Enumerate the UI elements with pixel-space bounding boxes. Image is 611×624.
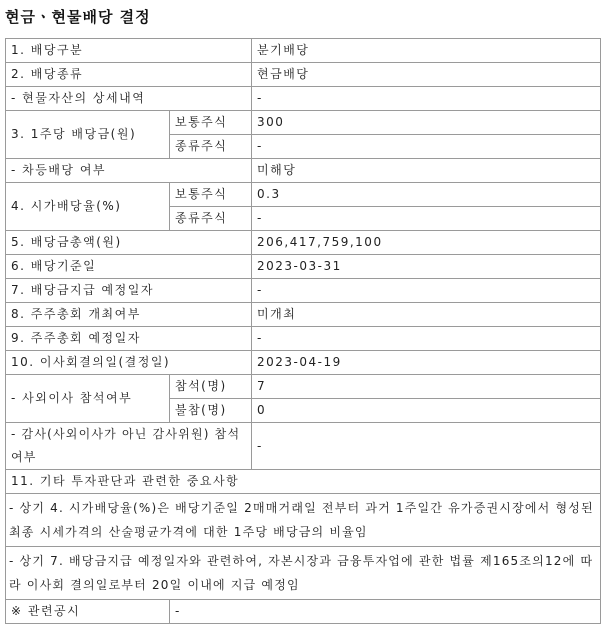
row-label: 11. 기타 투자판단과 관련한 중요사항 [6, 470, 601, 494]
row-label: - 차등배당 여부 [6, 159, 252, 183]
table-row [6, 494, 601, 547]
row-label: 7. 배당금지급 예정일자 [6, 279, 252, 303]
table-row [6, 87, 601, 111]
row-value: - [252, 423, 601, 470]
row-label: - 사외이사 참석여부 [6, 375, 170, 423]
table-row [6, 375, 601, 399]
table-row [6, 183, 601, 207]
row-sublabel: 참석(명) [170, 375, 252, 399]
table-row [6, 231, 601, 255]
table-row [6, 279, 601, 303]
row-value: - [252, 279, 601, 303]
table-row [6, 159, 601, 183]
row-value: - [252, 135, 601, 159]
table-row [6, 547, 601, 600]
table-row [6, 470, 601, 494]
row-sublabel: 불참(명) [170, 399, 252, 423]
row-value: 0 [252, 399, 601, 423]
row-value: 7 [252, 375, 601, 399]
row-value: - [170, 600, 601, 624]
row-label: 3. 1주당 배당금(원) [6, 111, 170, 159]
row-value: 2023-03-31 [252, 255, 601, 279]
disclosure-table [5, 38, 601, 624]
row-value: - [252, 327, 601, 351]
row-label: - 감사(사외이사가 아닌 감사위원) 참석여부 [6, 423, 252, 470]
row-value: 미개최 [252, 303, 601, 327]
row-label: 8. 주주총회 개최여부 [6, 303, 252, 327]
table-row [6, 63, 601, 87]
row-label: 4. 시가배당율(%) [6, 183, 170, 231]
table-row [6, 255, 601, 279]
row-value: 206,417,759,100 [252, 231, 601, 255]
table-row [6, 351, 601, 375]
row-value: 2023-04-19 [252, 351, 601, 375]
table-row [6, 327, 601, 351]
row-value: - [252, 207, 601, 231]
row-value: 0.3 [252, 183, 601, 207]
row-value: 현금배당 [252, 63, 601, 87]
table-row [6, 423, 601, 470]
table-row [6, 39, 601, 63]
row-label: 2. 배당종류 [6, 63, 252, 87]
row-value: 분기배당 [252, 39, 601, 63]
row-label: 5. 배당금총액(원) [6, 231, 252, 255]
row-label: - 현물자산의 상세내역 [6, 87, 252, 111]
row-value: 미해당 [252, 159, 601, 183]
row-sublabel: 종류주식 [170, 135, 252, 159]
row-value: - [252, 87, 601, 111]
row-label: ※ 관련공시 [6, 600, 170, 624]
row-label: 6. 배당기준일 [6, 255, 252, 279]
row-value: 300 [252, 111, 601, 135]
row-sublabel: 보통주식 [170, 183, 252, 207]
note-text: - 상기 4. 시가배당율(%)은 배당기준일 2매매거래일 전부터 과거 1주일간 유가증권시장에서 형성된 최종 시세가격의 산술평균가격에 대한 1주당 배당금의 비율임 [6, 494, 601, 547]
row-label: 9. 주주총회 예정일자 [6, 327, 252, 351]
row-sublabel: 종류주식 [170, 207, 252, 231]
table-row [6, 111, 601, 135]
table-row [6, 600, 601, 624]
note-text: - 상기 7. 배당금지급 예정일자와 관련하여, 자본시장과 금융투자업에 관한 법률 제165조의12에 따라 이사회 결의일로부터 20일 이내에 지급 예정임 [6, 547, 601, 600]
row-label: 1. 배당구분 [6, 39, 252, 63]
table-row [6, 303, 601, 327]
row-label: 10. 이사회결의일(결정일) [6, 351, 252, 375]
page-title: 현금ㆍ현물배당 결정 [5, 8, 151, 26]
row-sublabel: 보통주식 [170, 111, 252, 135]
